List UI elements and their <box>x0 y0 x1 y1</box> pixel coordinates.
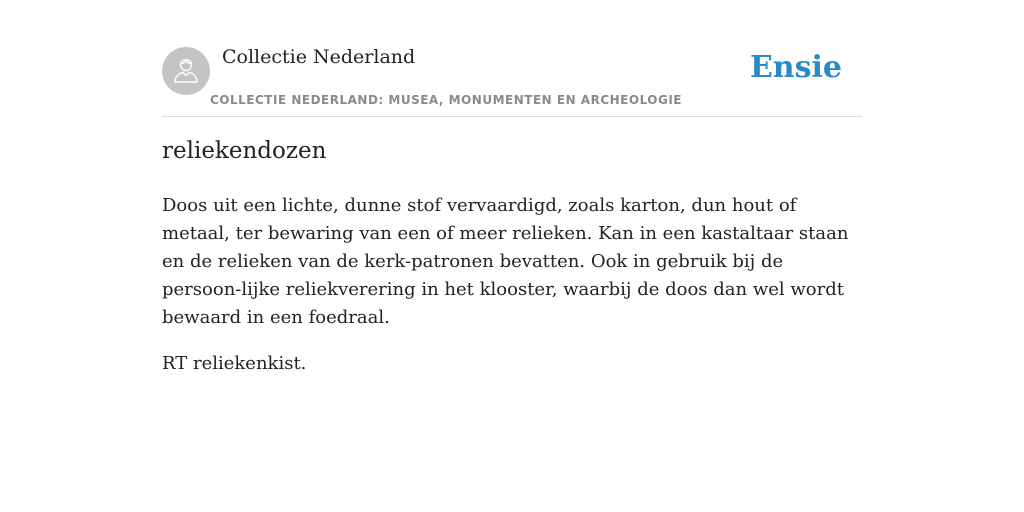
entry-title: reliekendozen <box>162 138 327 164</box>
author-name[interactable]: Collectie Nederland <box>222 46 416 68</box>
source-subtitle[interactable]: COLLECTIE NEDERLAND: MUSEA, MONUMENTEN EN ARCHEOLOGIE <box>210 93 682 107</box>
entry-paragraph: RT reliekenkist. <box>162 353 307 374</box>
user-icon <box>172 54 200 89</box>
entry-paragraph: Doos uit een lichte, dunne stof vervaardigd, zoals karton, dun hout of metaal, ter bewaring van een of meer relieken. Kan in een kastaltaar staan en de relieken van de kerk-patronen bevatten. Ook in gebruik bij de persoon-lijke reliekverering in het klooster, waarbij de doos dan wel wordt bewaard in een foedraal. <box>162 195 849 328</box>
site-logo[interactable]: Ensie <box>749 50 842 85</box>
header <box>162 44 862 117</box>
avatar[interactable] <box>162 47 210 95</box>
entry-body <box>162 192 867 396</box>
